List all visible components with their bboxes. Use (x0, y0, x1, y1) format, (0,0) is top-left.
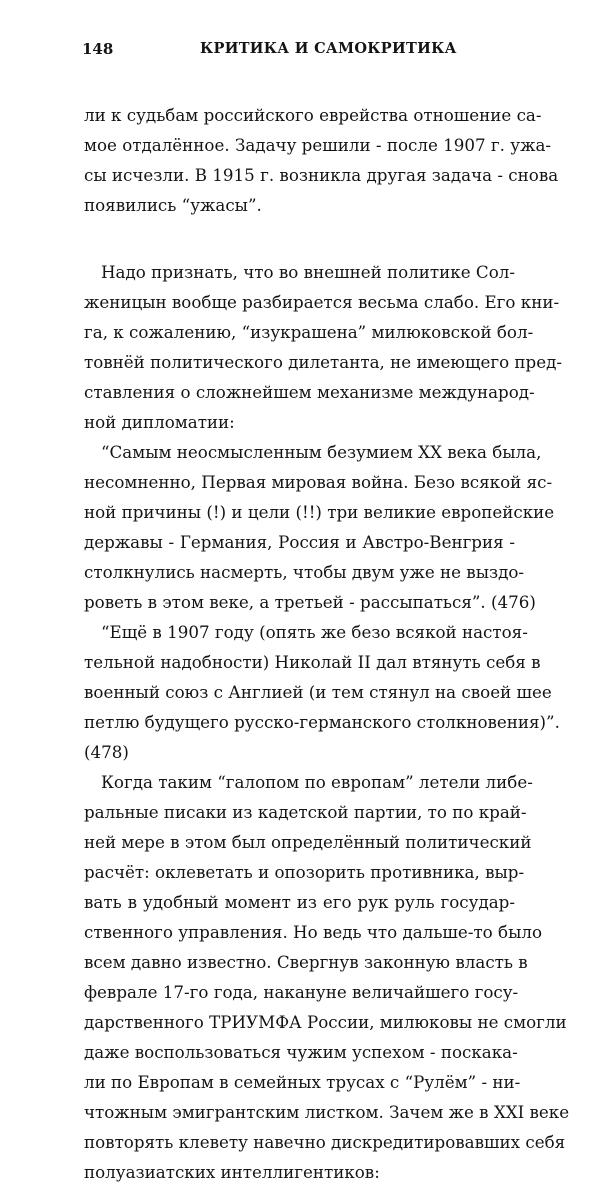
text-line: женицын вообще разбирается весьма слабо. Его кни- (84, 292, 560, 312)
running-title: КРИТИКА И САМОКРИТИКА (200, 40, 457, 57)
text-line: Надо признать, что во внешней политике Сол- (101, 262, 515, 282)
text-line: ней мере в этом был определённый политический (84, 832, 532, 852)
text-line: ральные писаки из кадетской партии, то по край- (84, 802, 527, 822)
text-line: “Самым неосмысленным безумием XX века была, (101, 442, 542, 462)
text-line: даже воспользоваться чужим успехом - поскака- (84, 1042, 518, 1062)
paragraph-gap (84, 220, 515, 257)
text-line: столкнулись насмерть, чтобы двум уже не выздо- (84, 562, 525, 582)
text-line: феврале 17-го года, накануне величайшего госу- (84, 982, 519, 1002)
text-line: дарственного ТРИУМФА России, милюковы не смогли (84, 1012, 567, 1032)
text-line: тельной надобности) Николай II дал втянуть себя в (84, 652, 541, 672)
text-line: чтожным эмигрантским листком. Зачем же в XXI веке (84, 1102, 570, 1122)
text-line: товнёй политического дилетанта, не имеющего пред- (84, 352, 563, 372)
paragraph (84, 257, 563, 437)
text-line: несомненно, Первая мировая война. Безо всякой яс- (84, 472, 553, 492)
text-line: появились “ужасы”. (84, 195, 262, 215)
text-line: мое отдалённое. Задачу решили - после 1907 г. ужа- (84, 135, 552, 155)
text-line: расчёт: оклеветать и опозорить противника, выр- (84, 862, 525, 882)
text-line: вать в удобный момент из его рук руль государ- (84, 892, 515, 912)
text-line: ставления о сложнейшем механизме международ- (84, 382, 535, 402)
text-line: ли по Европам в семейных трусах с “Рулём” - ни- (84, 1072, 521, 1092)
text-line: ли к судьбам российского еврейства отношение са- (84, 105, 542, 125)
quotation (84, 617, 560, 767)
paragraph (84, 100, 559, 220)
text-line: (478) (84, 742, 129, 762)
text-line: повторять клевету навечно дискредитировавших себя (84, 1132, 566, 1152)
text-line: всем давно известно. Свергнув законную власть в (84, 952, 528, 972)
text-line: ной причины (!) и цели (!!) три великие европейские (84, 502, 555, 522)
text-line: военный союз с Англией (и тем стянул на своей шее (84, 682, 552, 702)
body-text (84, 100, 570, 1187)
text-line: га, к сожалению, “изукрашена” милюковской бол- (84, 322, 534, 342)
text-line: полуазиатских интеллигентиков: (84, 1162, 380, 1182)
text-line: сы исчезли. В 1915 г. возникла другая задача - снова (84, 165, 559, 185)
text-line: “Ещё в 1907 году (опять же безо всякой настоя- (101, 622, 528, 642)
text-line: державы - Германия, Россия и Австро-Венгрия - (84, 532, 515, 552)
text-line: Когда таким “галопом по европам” летели либе- (101, 772, 533, 792)
text-line: ной дипломатии: (84, 412, 235, 432)
quotation (84, 437, 555, 617)
paragraph (84, 767, 570, 1187)
text-line: петлю будущего русско-германского столкновения)”. (84, 712, 560, 732)
text-line: роветь в этом веке, а третьей - рассыпаться”. (476) (84, 592, 536, 612)
page-number: 148 (82, 40, 114, 58)
text-line: ственного управления. Но ведь что дальше-то было (84, 922, 543, 942)
